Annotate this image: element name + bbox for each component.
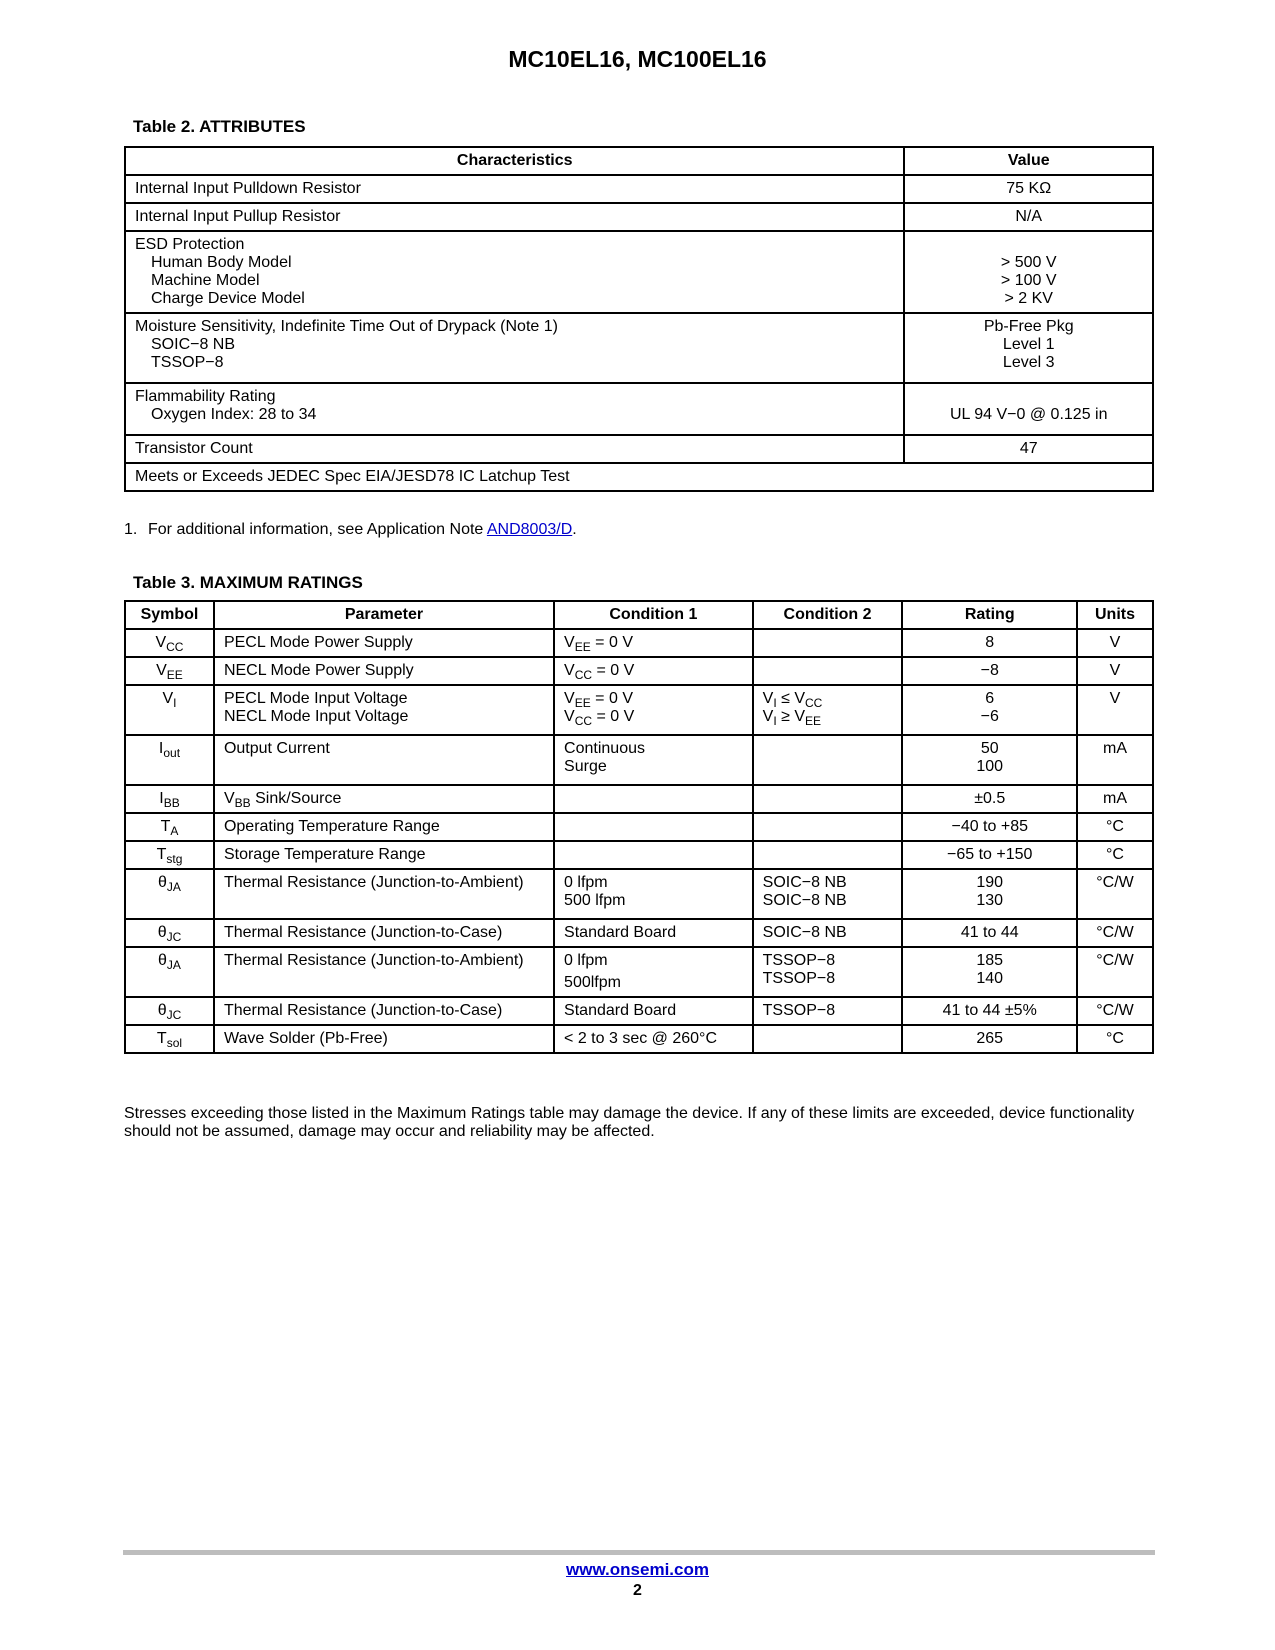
cell-rating: 185 140 — [902, 947, 1077, 997]
cell-label — [125, 231, 904, 313]
cell-units: V — [1077, 657, 1153, 685]
esd-mm: Machine Model — [151, 272, 260, 289]
header-condition-2: Condition 2 — [753, 601, 903, 629]
cell-rating: 41 to 44 — [902, 919, 1077, 947]
cell-parameter: Thermal Resistance (Junction-to-Case) — [214, 919, 554, 947]
cell-value — [904, 231, 1153, 313]
cell-condition-2 — [753, 629, 903, 657]
cell-rating: 6 −6 — [902, 685, 1077, 735]
cell-rating: 8 — [902, 629, 1077, 657]
cell-condition-1: 0 lfpm 500lfpm — [554, 947, 753, 997]
cell-label: Internal Input Pulldown Resistor — [125, 175, 904, 203]
cell-symbol: $T_A$ — [125, 813, 214, 841]
cell-condition-1: Continuous Surge — [554, 735, 753, 785]
cell-value — [904, 383, 1153, 435]
table-row — [125, 735, 1153, 785]
cell-condition-1 — [554, 841, 753, 869]
cell-condition-2: TSSOP−8 TSSOP−8 — [753, 947, 903, 997]
header-characteristics: Characteristics — [125, 147, 904, 175]
table-row — [125, 629, 1153, 657]
cell-units: °C — [1077, 841, 1153, 869]
cell-label — [125, 383, 904, 435]
website-link[interactable]: www.onsemi.com — [566, 1560, 709, 1579]
table-row — [125, 813, 1153, 841]
cell-parameter: Operating Temperature Range — [214, 813, 554, 841]
cell-units: °C/W — [1077, 947, 1153, 997]
cell-parameter: Thermal Resistance (Junction-to-Ambient) — [214, 947, 554, 997]
header-condition-1: Condition 1 — [554, 601, 753, 629]
cell-condition-1: < 2 to 3 sec @ 260°C — [554, 1025, 753, 1053]
cell-symbol: $I_{out}$ — [125, 735, 214, 785]
msl-label: Moisture Sensitivity, Indefinite Time Out of Drypack (Note 1) — [135, 318, 558, 335]
table-row — [125, 947, 1153, 997]
header-value: Value — [904, 147, 1153, 175]
cell-condition-2 — [753, 1025, 903, 1053]
table-row — [125, 685, 1153, 735]
cell-condition-1: Standard Board — [554, 997, 753, 1025]
esd-hbm-value: > 500 V — [1000, 254, 1057, 271]
cell-parameter: Storage Temperature Range — [214, 841, 554, 869]
table-row — [125, 383, 1153, 435]
esd-hbm: Human Body Model — [151, 254, 292, 271]
cell-parameter: Output Current — [214, 735, 554, 785]
cell-rating: −40 to +85 — [902, 813, 1077, 841]
cell-label — [125, 313, 904, 383]
app-note-link[interactable]: AND8003/D — [486, 521, 573, 538]
attributes-table — [124, 146, 1154, 492]
cell-symbol: $V_I$ — [125, 685, 214, 735]
cell-parameter: NECL Mode Power Supply — [214, 657, 554, 685]
flam-label: Flammability Rating — [135, 388, 276, 405]
cell-rating: −8 — [902, 657, 1077, 685]
cell-symbol: $\theta_{JC}$ — [125, 919, 214, 947]
cell-value: 47 — [904, 435, 1153, 463]
cell-condition-1: Standard Board — [554, 919, 753, 947]
cell-condition-2 — [753, 813, 903, 841]
cell-condition-1: $V_{EE} = 0$ V — [554, 629, 753, 657]
page-number: 2 — [633, 1582, 642, 1599]
cell-condition-2 — [753, 657, 903, 685]
cell-rating: ±0.5 — [902, 785, 1077, 813]
footer-link-container — [0, 1560, 1275, 1580]
cell-parameter: $V_{BB}$ Sink/Source — [214, 785, 554, 813]
table-row — [125, 175, 1153, 203]
table-row — [125, 463, 1153, 491]
cell-rating: 190 130 — [902, 869, 1077, 919]
page-title: MC10EL16, MC100EL16 — [508, 46, 767, 72]
cell-units: °C/W — [1077, 919, 1153, 947]
table-3-caption: Table 3. MAXIMUM RATINGS — [133, 573, 363, 592]
header-rating: Rating — [902, 601, 1077, 629]
cell-condition-1 — [554, 785, 753, 813]
msl-tssop: TSSOP−8 — [151, 354, 224, 371]
cell-condition-1: $V_{CC} = 0$ V — [554, 657, 753, 685]
cell-parameter: PECL Mode Power Supply — [214, 629, 554, 657]
cell-symbol: $\theta_{JA}$ — [125, 947, 214, 997]
cell-condition-2: SOIC−8 NB SOIC−8 NB — [753, 869, 903, 919]
header-units: Units — [1077, 601, 1153, 629]
msl-header-value: Pb-Free Pkg — [983, 318, 1074, 335]
table-row — [125, 919, 1153, 947]
footnote-text: For additional information, see Application Note — [148, 521, 487, 538]
cell-symbol: $\theta_{JA}$ — [125, 869, 214, 919]
cell-symbol: $\theta_{JC}$ — [125, 997, 214, 1025]
cell-label: Internal Input Pullup Resistor — [125, 203, 904, 231]
cell-symbol: $V_{CC}$ — [125, 629, 214, 657]
cell-symbol: $I_{BB}$ — [125, 785, 214, 813]
cell-value — [904, 313, 1153, 383]
cell-units: V — [1077, 629, 1153, 657]
msl-tssop-value: Level 3 — [1002, 354, 1055, 371]
cell-condition-2 — [753, 785, 903, 813]
table-row — [125, 785, 1153, 813]
cell-symbol: $V_{EE}$ — [125, 657, 214, 685]
cell-value: 75 KΩ — [904, 175, 1153, 203]
cell-condition-2: $V_I \le V_{CC}$ $V_I \ge V_{EE}$ — [753, 685, 903, 735]
cell-rating: −65 to +150 — [902, 841, 1077, 869]
footnote-end: . — [572, 521, 577, 538]
table-header-row — [125, 147, 1153, 175]
msl-soic-value: Level 1 — [1002, 336, 1055, 353]
table-row — [125, 1025, 1153, 1053]
cell-parameter: PECL Mode Input Voltage NECL Mode Input Voltage — [214, 685, 554, 735]
table-row — [125, 435, 1153, 463]
cell-value: N/A — [904, 203, 1153, 231]
table-row — [125, 657, 1153, 685]
cell-condition-1 — [554, 813, 753, 841]
flam-value: UL 94 V−0 @ 0.125 in — [949, 406, 1108, 423]
esd-label: ESD Protection — [135, 236, 245, 253]
esd-cdm: Charge Device Model — [151, 290, 305, 307]
header-symbol: Symbol — [125, 601, 214, 629]
table-row — [125, 997, 1153, 1025]
cell-units: mA — [1077, 735, 1153, 785]
cell-condition-2: TSSOP−8 — [753, 997, 903, 1025]
cell-rating: 41 to 44 ±5% — [902, 997, 1077, 1025]
table-row — [125, 203, 1153, 231]
table-row — [125, 869, 1153, 919]
maximum-ratings-table — [124, 600, 1154, 1054]
table-row — [125, 841, 1153, 869]
table-header-row — [125, 601, 1153, 629]
esd-cdm-value: > 2 KV — [1004, 290, 1053, 307]
cell-units: °C/W — [1077, 997, 1153, 1025]
footnote — [124, 521, 577, 539]
cell-units: mA — [1077, 785, 1153, 813]
cell-symbol: $T_{stg}$ — [125, 841, 214, 869]
header-parameter: Parameter — [214, 601, 554, 629]
msl-soic: SOIC−8 NB — [151, 336, 236, 353]
table-row — [125, 231, 1153, 313]
cell-rating: 50 100 — [902, 735, 1077, 785]
footnote-number: 1. — [124, 521, 138, 538]
cell-condition-1: $V_{EE} = 0$ V $V_{CC} = 0$ V — [554, 685, 753, 735]
footer-divider — [123, 1550, 1155, 1555]
cell-units: °C/W — [1077, 869, 1153, 919]
cell-parameter: Thermal Resistance (Junction-to-Ambient) — [214, 869, 554, 919]
cell-rating: 265 — [902, 1025, 1077, 1053]
cell-parameter: Wave Solder (Pb-Free) — [214, 1025, 554, 1053]
stress-note: Stresses exceeding those listed in the Maximum Ratings table may damage the device. If any of these limits are exceeded, device functionality should not be assumed, damage may occur and reliability may be affected. — [124, 1105, 1135, 1140]
cell-units: V — [1077, 685, 1153, 735]
cell-parameter: Thermal Resistance (Junction-to-Case) — [214, 997, 554, 1025]
cell-units: °C — [1077, 813, 1153, 841]
table-row — [125, 313, 1153, 383]
cell-label: Transistor Count — [125, 435, 904, 463]
table-2-caption: Table 2. ATTRIBUTES — [133, 117, 306, 136]
cell-condition-2 — [753, 735, 903, 785]
cell-condition-1: 0 lfpm 500 lfpm — [554, 869, 753, 919]
cell-condition-2: SOIC−8 NB — [753, 919, 903, 947]
flam-sub: Oxygen Index: 28 to 34 — [151, 406, 317, 423]
cell-units: °C — [1077, 1025, 1153, 1053]
cell-symbol: $T_{sol}$ — [125, 1025, 214, 1053]
cell-condition-2 — [753, 841, 903, 869]
cell-label: Meets or Exceeds JEDEC Spec EIA/JESD78 IC Latchup Test — [125, 463, 1153, 491]
esd-mm-value: > 100 V — [1000, 272, 1057, 289]
